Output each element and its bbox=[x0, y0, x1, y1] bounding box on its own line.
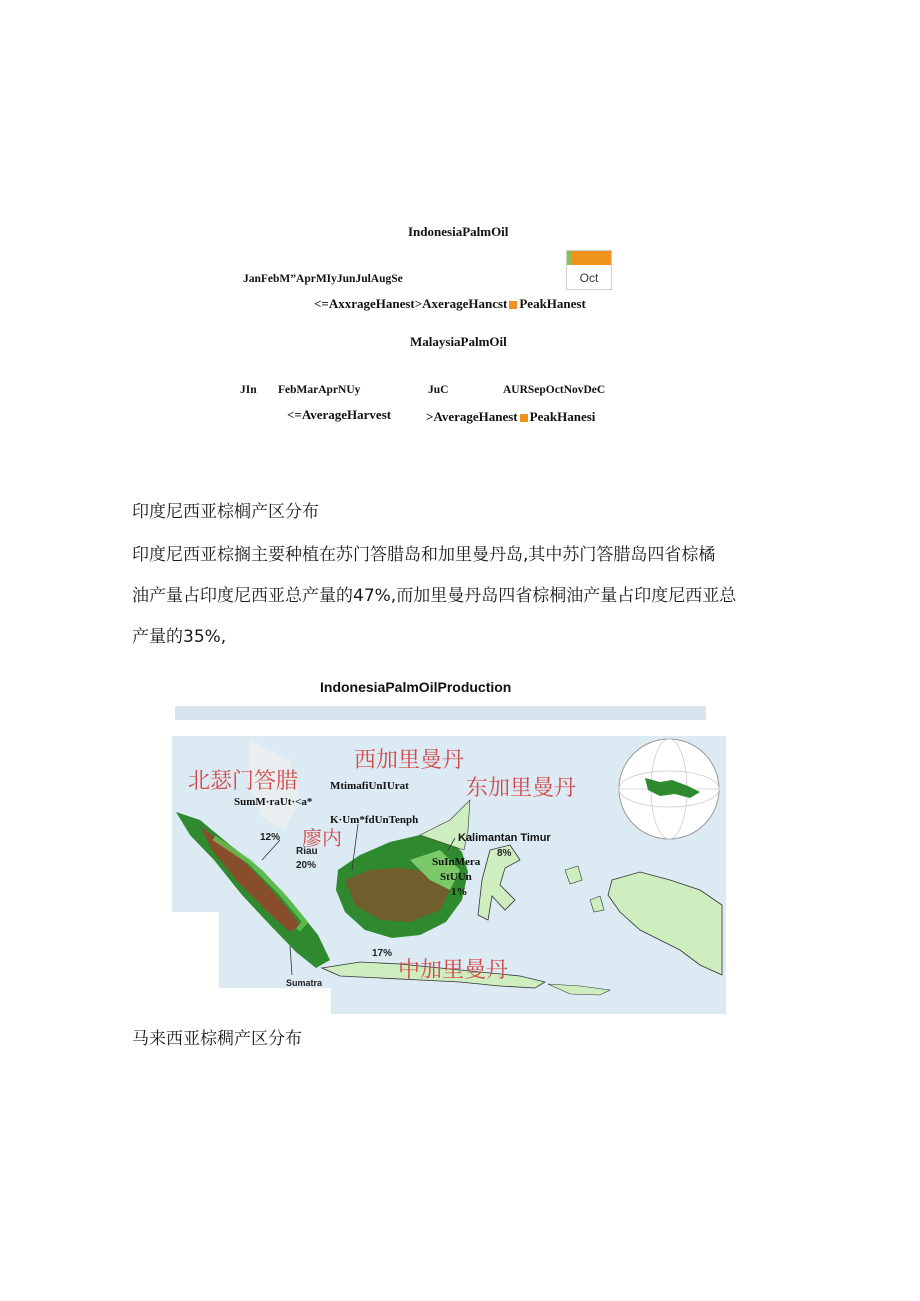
label-central-kalimantan-cn: 中加里曼丹 bbox=[398, 958, 509, 983]
label-pct-8: 8% bbox=[497, 848, 512, 859]
section-heading-malaysia: 马来西亚棕稠产区分布 bbox=[132, 1029, 302, 1049]
section-heading-indonesia: 印度尼西亚棕榈产区分布 bbox=[132, 502, 319, 522]
malaysia-month-feb-may: FebMarAprNUy bbox=[278, 384, 361, 396]
map-mask-bottom bbox=[219, 988, 331, 1014]
paragraph-line-1: 印度尼西亚棕搁主要种植在苏门答腊岛和加里曼丹岛,其中苏门答腊岛四省棕橘 bbox=[132, 545, 716, 565]
map-top-strip bbox=[175, 706, 706, 720]
oct-label: Oct bbox=[579, 271, 599, 285]
label-pct-1: 1% bbox=[451, 886, 468, 898]
legend-average-high: >AxerageHancst bbox=[414, 296, 508, 311]
label-sumatera-selatan-2: StUUn bbox=[440, 871, 472, 883]
label-east-kalimantan-cn: 东加里曼丹 bbox=[466, 776, 577, 801]
label-sumatera-utara: SumM·raUt·<a* bbox=[234, 796, 313, 808]
malaysia-chart-title: MalaysiaPalmOil bbox=[410, 334, 507, 349]
legend-peak: PeakHanesi bbox=[529, 409, 596, 424]
label-west-kalimantan-cn: 西加里曼丹 bbox=[354, 748, 465, 773]
paragraph-line-2: 油产量占印度尼西亚总产量的47%,而加里曼丹岛四省棕桐油产量占印度尼西亚总 bbox=[132, 586, 737, 606]
label-pct-12: 12% bbox=[260, 832, 281, 843]
malaysia-month-jul: JuC bbox=[428, 384, 449, 396]
legend-average-low: <=AxxrageHanest bbox=[314, 296, 415, 311]
label-sumatera-selatan: SuInMera bbox=[432, 856, 481, 868]
label-sumatra-partial: Sumatra bbox=[286, 978, 323, 988]
label-north-sumatra-cn: 北瑟门答腊 bbox=[188, 769, 299, 794]
indonesia-month-labels: JanFebM”AprMIyJunJulAugSe bbox=[243, 273, 403, 285]
label-riau: Riau bbox=[296, 846, 318, 857]
label-kalimantan-tengah: K·Um*fdUnTenph bbox=[330, 814, 419, 826]
malaysia-month-jan: JIn bbox=[240, 384, 257, 396]
label-kalimantan-barat: MtimafiUnIUrat bbox=[330, 780, 409, 792]
legend-peak: PeakHanest bbox=[519, 296, 586, 311]
malaysia-legend-average-low: <=AverageHarvest bbox=[287, 407, 392, 422]
malaysia-month-aug-dec: AURSepOctNovDeC bbox=[503, 384, 606, 396]
label-riau-cn: 廖内 bbox=[302, 826, 342, 850]
map-mask-left bbox=[172, 912, 219, 1014]
indonesia-chart-title: IndonesiaPalmOil bbox=[408, 224, 509, 239]
legend-average-high: >AverageHanest bbox=[426, 409, 518, 424]
label-pct-20: 20% bbox=[296, 860, 317, 871]
map-title: IndonesiaPalmOilProduction bbox=[320, 679, 512, 695]
label-kalimantan-timur: Kalimantan Timur bbox=[458, 832, 551, 844]
paragraph-line-3: 产量的35%, bbox=[132, 627, 227, 647]
label-pct-17: 17% bbox=[372, 948, 393, 959]
